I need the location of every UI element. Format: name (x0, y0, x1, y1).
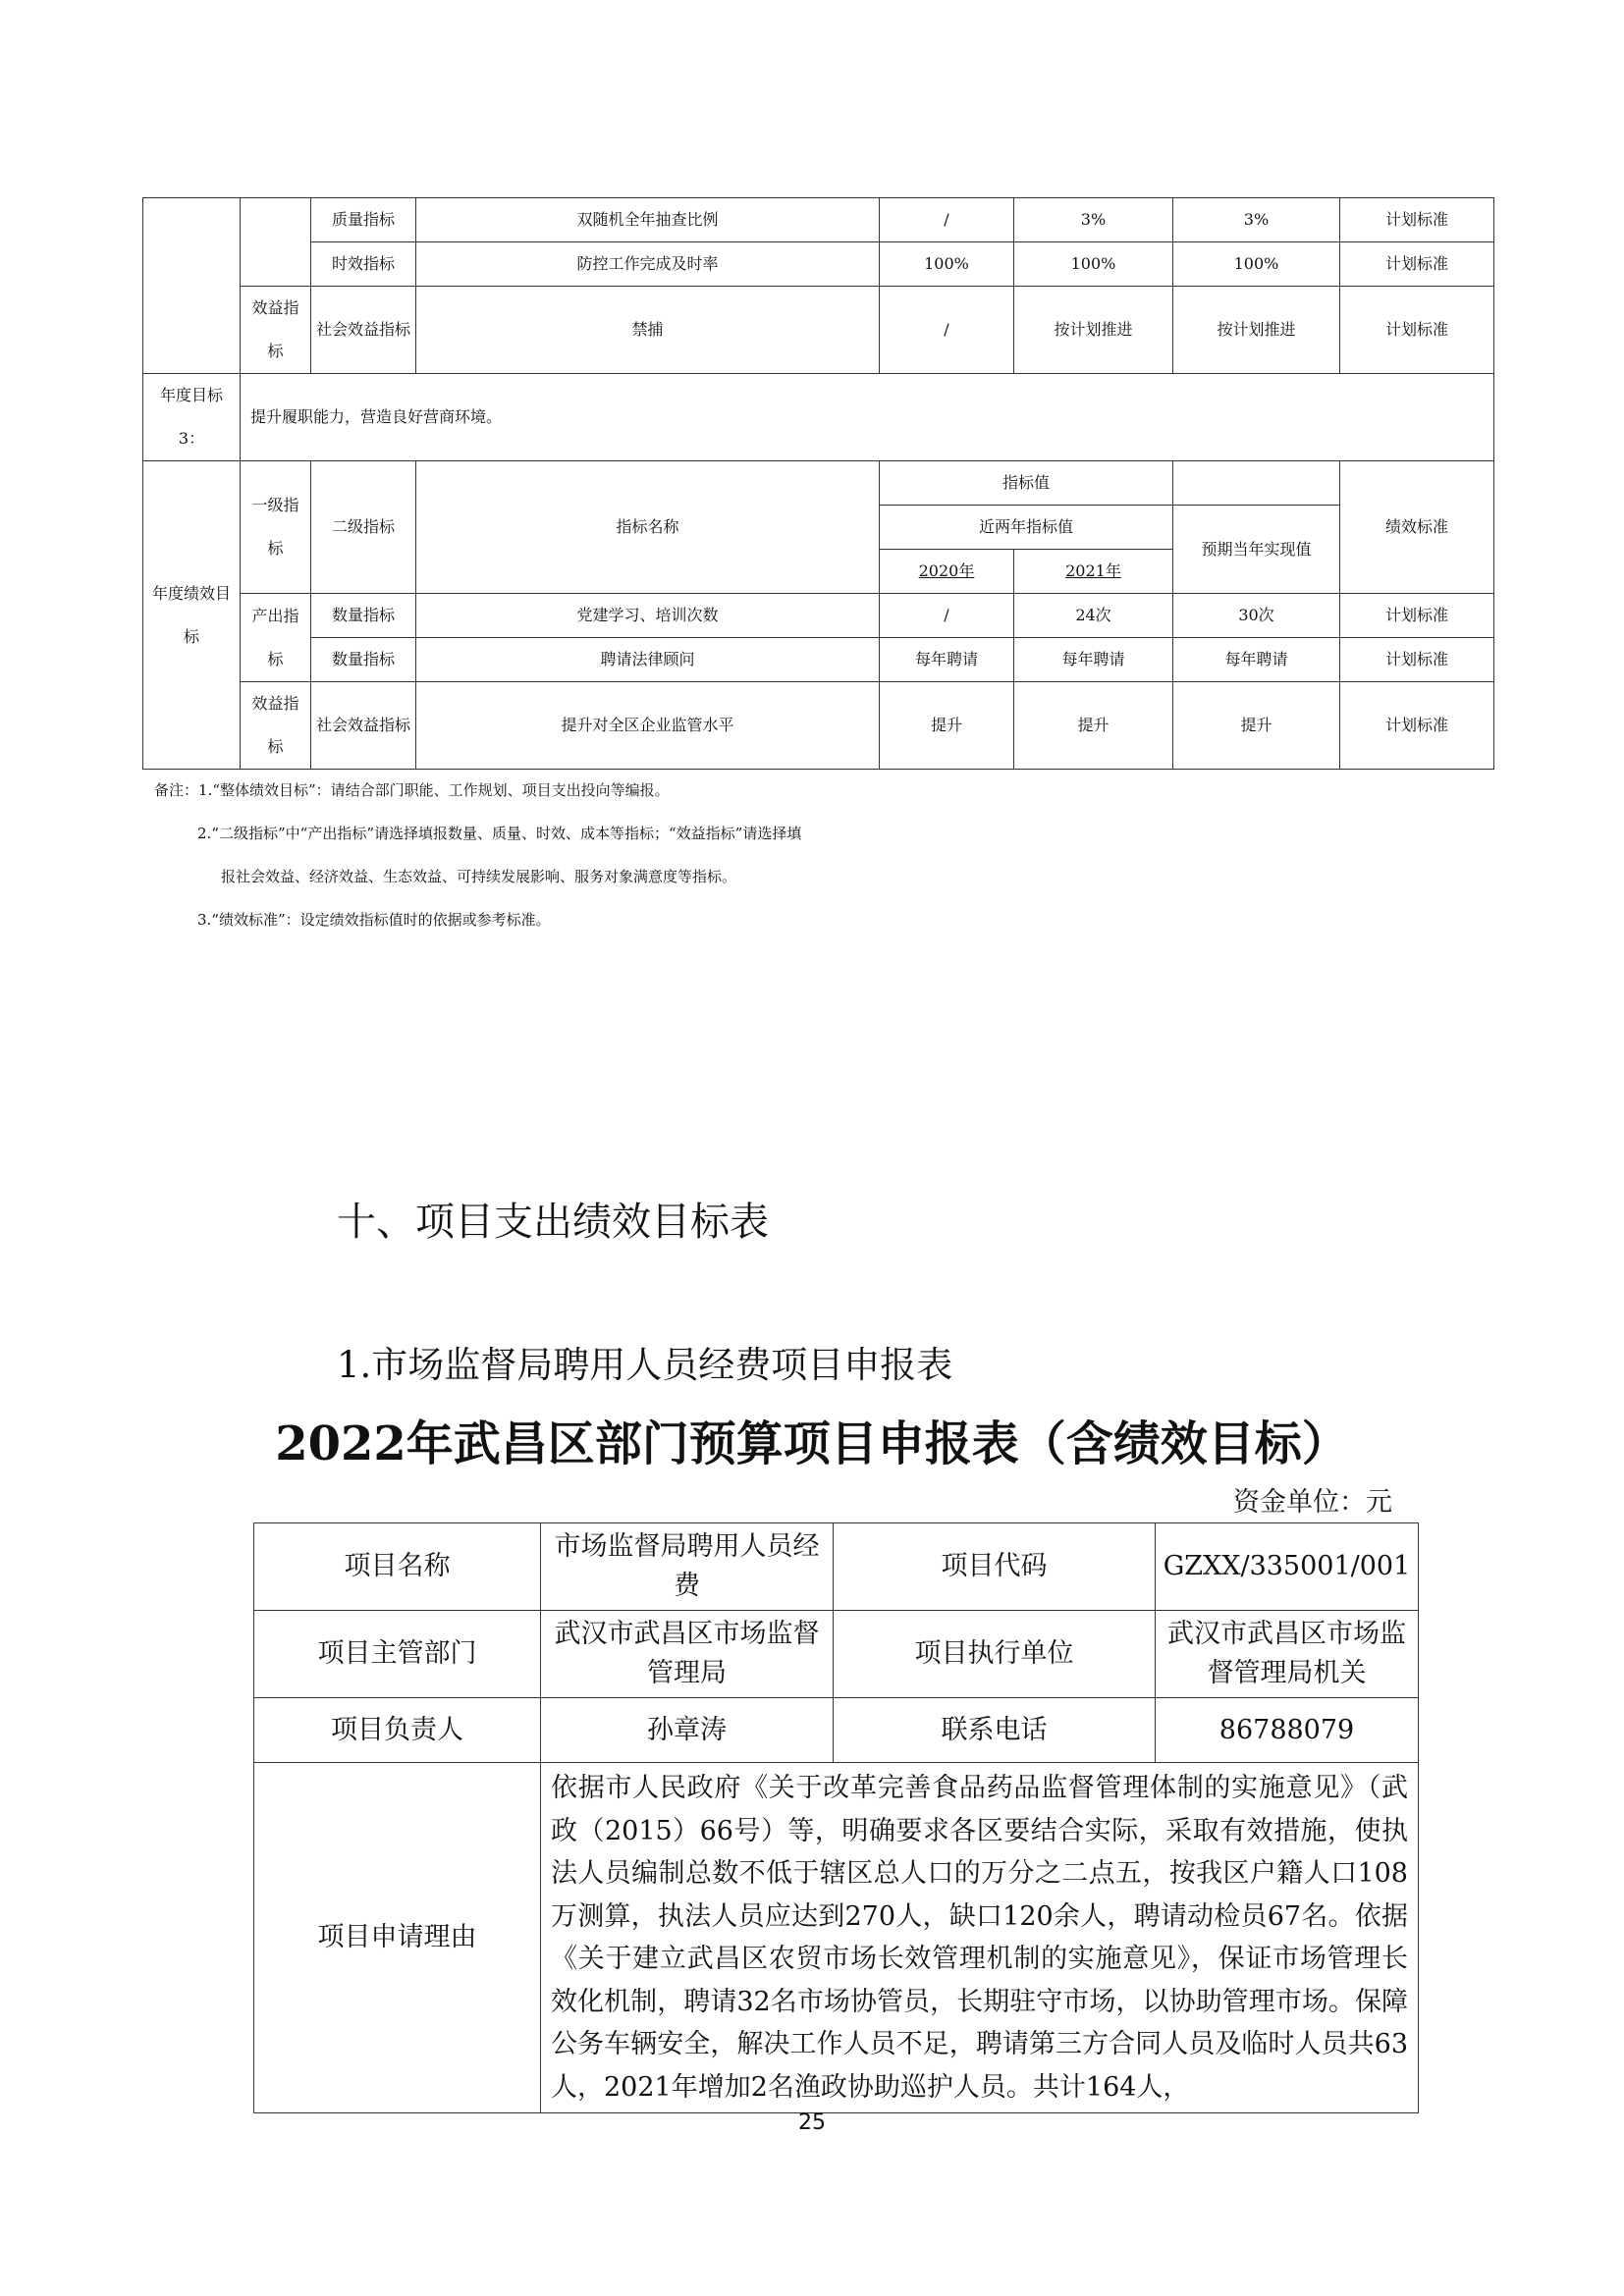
table-row (143, 682, 1494, 770)
dept-value: 武汉市武昌区市场监督管理局 (541, 1611, 834, 1698)
indicator-name-cell: 提升对全区企业监管水平 (416, 682, 880, 770)
expected-value-cell: 3% (1173, 198, 1340, 242)
main-title: 2022年武昌区部门预算项目申报表（含绩效目标） (275, 1416, 1349, 1471)
value-2021-cell: 提升 (1014, 682, 1173, 770)
project-name-label: 项目名称 (254, 1523, 541, 1611)
level1-cell: 效益指标 (241, 287, 311, 374)
indicator-name-cell: 党建学习、培训次数 (416, 594, 880, 638)
note-line: 备注：1.“整体绩效目标”：请结合部门职能、工作规划、项目支出投向等编报。 (154, 781, 670, 799)
table-row (254, 1698, 1419, 1763)
value-2020-cell: 每年聘请 (880, 638, 1014, 682)
header-year-2021: 2021年 (1065, 561, 1121, 580)
level2-cell: 时效指标 (311, 242, 416, 287)
table-row (143, 374, 1494, 461)
table-row (143, 198, 1494, 242)
project-info-table (253, 1522, 1419, 2113)
value-2020-cell: / (880, 594, 1014, 638)
value-2021-cell: 3% (1014, 198, 1173, 242)
page-number: 25 (798, 2110, 826, 2135)
note-line: 2.“二级指标”中“产出指标”请选择填报数量、质量、时效、成本等指标；“效益指标”请选择填 (197, 825, 802, 842)
standard-cell: 计划标准 (1340, 242, 1494, 287)
standard-cell: 计划标准 (1340, 198, 1494, 242)
level2-cell: 数量指标 (311, 638, 416, 682)
header-indicator-name: 指标名称 (416, 461, 880, 594)
level2-cell: 社会效益指标 (311, 287, 416, 374)
table-row (143, 242, 1494, 287)
level1-cell: 效益指标 (241, 682, 311, 770)
value-2021-cell: 每年聘请 (1014, 638, 1173, 682)
unit-label: 资金单位：元 (1233, 1487, 1392, 1518)
level2-cell: 数量指标 (311, 594, 416, 638)
level1-cell: 产出指标 (241, 594, 311, 682)
note-line: 报社会效益、经济效益、生态效益、可持续发展影响、服务对象满意度等指标。 (221, 868, 737, 885)
expected-value-cell: 100% (1173, 242, 1340, 287)
performance-table (142, 197, 1494, 770)
table-header-row (143, 461, 1494, 506)
header-value: 指标值 (880, 461, 1173, 506)
phone-value: 86788079 (1156, 1698, 1419, 1763)
value-2020-cell: / (880, 198, 1014, 242)
exec-unit-label: 项目执行单位 (834, 1611, 1156, 1698)
header-standard: 绩效标准 (1340, 461, 1494, 594)
expected-value-cell: 按计划推进 (1173, 287, 1340, 374)
indicator-name-cell: 双随机全年抽查比例 (416, 198, 880, 242)
project-name-value: 市场监督局聘用人员经费 (541, 1523, 834, 1611)
value-2021-cell: 按计划推进 (1014, 287, 1173, 374)
expected-value-cell: 每年聘请 (1173, 638, 1340, 682)
value-2020-cell: 100% (880, 242, 1014, 287)
header-recent-years: 近两年指标值 (880, 506, 1173, 550)
goal-3-text: 提升履职能力，营造良好营商环境。 (241, 374, 1494, 461)
header-level1: 一级指标 (241, 461, 311, 594)
standard-cell: 计划标准 (1340, 682, 1494, 770)
goal-3-label: 年度目标3： (143, 374, 241, 461)
owner-value: 孙章涛 (541, 1698, 834, 1763)
reason-label: 项目申请理由 (254, 1763, 541, 2113)
value-2020-cell: 提升 (880, 682, 1014, 770)
table-row (254, 1523, 1419, 1611)
table-row (143, 594, 1494, 638)
expected-value-cell: 提升 (1173, 682, 1340, 770)
sub-heading: 1.市场监督局聘用人员经费项目申报表 (337, 1344, 953, 1386)
standard-cell: 计划标准 (1340, 594, 1494, 638)
indicator-name-cell: 防控工作完成及时率 (416, 242, 880, 287)
value-2021-cell: 100% (1014, 242, 1173, 287)
perf-goal-label: 年度绩效目标 (143, 461, 241, 770)
owner-label: 项目负责人 (254, 1698, 541, 1763)
dept-label: 项目主管部门 (254, 1611, 541, 1698)
standard-cell: 计划标准 (1340, 638, 1494, 682)
note-line: 3.“绩效标准”：设定绩效指标值时的依据或参考标准。 (197, 911, 551, 929)
project-code-value: GZXX/335001/001 (1156, 1523, 1419, 1611)
indicator-name-cell: 聘请法律顾问 (416, 638, 880, 682)
header-year-2020: 2020年 (918, 561, 975, 580)
table-row (143, 287, 1494, 374)
level2-cell: 社会效益指标 (311, 682, 416, 770)
project-code-label: 项目代码 (834, 1523, 1156, 1611)
reason-text: 依据市人民政府《关于改革完善食品药品监督管理体制的实施意见》（武政（2015）66号）等，明确要求各区要结合实际，采取有效措施，使执法人员编制总数不低于辖区总人口的万分之二点五，按我区户籍人口108万测算，执法人员应达到270人，缺口120余人，聘请动检员67名。依据《关于建立武昌区农贸市场长效管理机制的实施意见》，保证市场管理长效化机制，聘请32名市场协管员，长期驻守市场，以协助管理市场。保障公务车辆安全，解决工作人员不足，聘请第三方合同人员及临时人员共63人，2021年增加2名渔政协助巡护人员。共计164人， (541, 1763, 1419, 2113)
value-2020-cell: / (880, 287, 1014, 374)
phone-label: 联系电话 (834, 1698, 1156, 1763)
table-row (254, 1763, 1419, 2113)
section-heading: 十、项目支出绩效目标表 (337, 1200, 769, 1245)
expected-value-cell: 30次 (1173, 594, 1340, 638)
table-row (143, 638, 1494, 682)
level2-cell: 质量指标 (311, 198, 416, 242)
header-level2: 二级指标 (311, 461, 416, 594)
table-row (254, 1611, 1419, 1698)
indicator-name-cell: 禁捕 (416, 287, 880, 374)
value-2021-cell: 24次 (1014, 594, 1173, 638)
header-expected: 预期当年实现值 (1173, 506, 1340, 594)
exec-unit-value: 武汉市武昌区市场监督管理局机关 (1156, 1611, 1419, 1698)
standard-cell: 计划标准 (1340, 287, 1494, 374)
